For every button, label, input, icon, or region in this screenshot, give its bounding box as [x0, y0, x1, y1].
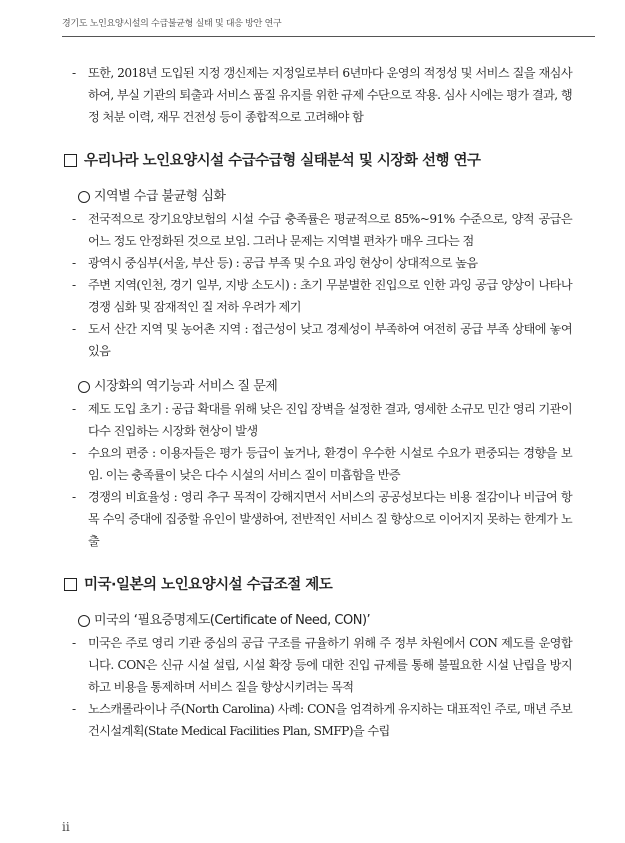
intro-item — [62, 62, 572, 128]
header-rule — [62, 36, 595, 37]
section-title: 우리나라 노인요양시설 수급수급형 실태분석 및 시장화 선행 연구 — [84, 153, 481, 169]
subheading-title: 미국의 ‘필요증명제도(Certificate of Need, CON)’ — [94, 613, 371, 628]
list-item-text: 전국적으로 장기요양보험의 시설 수급 충족률은 평균적으로 85%~91% 수준으로, 양적 공급은 어느 정도 안정화된 것으로 보임. 그러나 문제는 지역별 편차가 매우 크다는 점 — [88, 212, 572, 248]
list-item-text: 광역시 중심부(서울, 부산 등) : 공급 부족 및 수요 과잉 현상이 상대적으로 높음 — [88, 256, 478, 270]
subheading-title: 지역별 수급 불균형 심화 — [94, 189, 226, 204]
intro-text: 또한, 2018년 도입된 지정 갱신제는 지정일로부터 6년마다 운영의 적정성 및 서비스 질을 재심사하여, 부실 기관의 퇴출과 서비스 품질 유지를 위한 규제 수단으로 작용. 심사 시에는 평가 결과, 행정 처분 이력, 재무 건전성 등이 종합적으로 고려해야 함 — [88, 66, 572, 124]
list-item — [62, 398, 572, 442]
dash-mark: - — [72, 322, 76, 336]
list-item — [62, 274, 572, 318]
list-item — [62, 252, 572, 274]
list-item-text: 노스캐롤라이나 주(North Carolina) 사례: CON을 엄격하게 유지하는 대표적인 주로, 매년 주보건시설계획(State Medical Facilities Plan, SMFP)을 수립 — [88, 702, 572, 738]
list-item-text: 수요의 편중 : 이용자들은 평가 등급이 높거나, 환경이 우수한 시설로 수요가 편중되는 경향을 보임. 이는 충족률이 낮은 다수 시설의 서비스 질이 미흡함을 반증 — [88, 446, 572, 482]
subheading-1-2 — [62, 376, 572, 398]
dash-mark: - — [72, 212, 76, 226]
running-header: 경기도 노인요양시설의 수급불균형 실태 및 대응 방안 연구 — [62, 19, 282, 29]
list-item-text: 도서 산간 지역 및 농어촌 지역 : 접근성이 낮고 경제성이 부족하여 여전히 공급 부족 상태에 놓여 있음 — [88, 322, 572, 358]
section-title: 미국·일본의 노인요양시설 수급조절 제도 — [84, 577, 333, 593]
dash-mark: - — [72, 256, 76, 270]
dash-mark: - — [72, 402, 76, 416]
square-bullet-icon — [64, 578, 77, 591]
section-heading-2 — [62, 574, 572, 596]
dash-mark: - — [72, 702, 76, 716]
square-bullet-icon — [64, 154, 77, 167]
list-item — [62, 698, 572, 742]
list-item — [62, 442, 572, 486]
list-item — [62, 486, 572, 552]
circle-bullet-icon — [78, 191, 90, 203]
circle-bullet-icon — [78, 615, 90, 627]
dash-mark: - — [72, 490, 76, 504]
subheading-title: 시장화의 역기능과 서비스 질 문제 — [94, 379, 278, 394]
list-item-text: 경쟁의 비효율성 : 영리 추구 목적이 강해지면서 서비스의 공공성보다는 비용 절감이나 비급여 항목 수익 증대에 집중할 유인이 발생하여, 전반적인 서비스 질 향상으로 이어지지 못하는 한계가 노출 — [88, 490, 572, 548]
subheading-2-1 — [62, 610, 572, 632]
dash-mark: - — [72, 446, 76, 460]
list-item-text: 제도 도입 초기 : 공급 확대를 위해 낮은 진입 장벽을 설정한 결과, 영세한 소규모 민간 영리 기관이 다수 진입하는 시장화 현상이 발생 — [88, 402, 572, 438]
list-item — [62, 208, 572, 252]
subheading-1-1 — [62, 186, 572, 208]
page-body — [62, 62, 572, 742]
list-item-text: 주변 지역(인천, 경기 일부, 지방 소도시) : 초기 무분별한 진입으로 인한 과잉 공급 양상이 나타나 경쟁 심화 및 잠재적인 질 저하 우려가 제기 — [88, 278, 572, 314]
circle-bullet-icon — [78, 381, 90, 393]
page-number: ii — [62, 820, 70, 834]
list-item-text: 미국은 주로 영리 기관 중심의 공급 구조를 규율하기 위해 주 정부 차원에서 CON 제도를 운영합니다. CON은 신규 시설 설립, 시설 확장 등에 대한 진입 규제를 통해 불필요한 시설 난립을 방지하고 비용을 통제하며 서비스 질을 향상시키려는 목적 — [88, 636, 572, 694]
dash-mark: - — [72, 66, 76, 80]
dash-mark: - — [72, 636, 76, 650]
list-item — [62, 632, 572, 698]
list-item — [62, 318, 572, 362]
dash-mark: - — [72, 278, 76, 292]
section-heading-1 — [62, 150, 572, 172]
